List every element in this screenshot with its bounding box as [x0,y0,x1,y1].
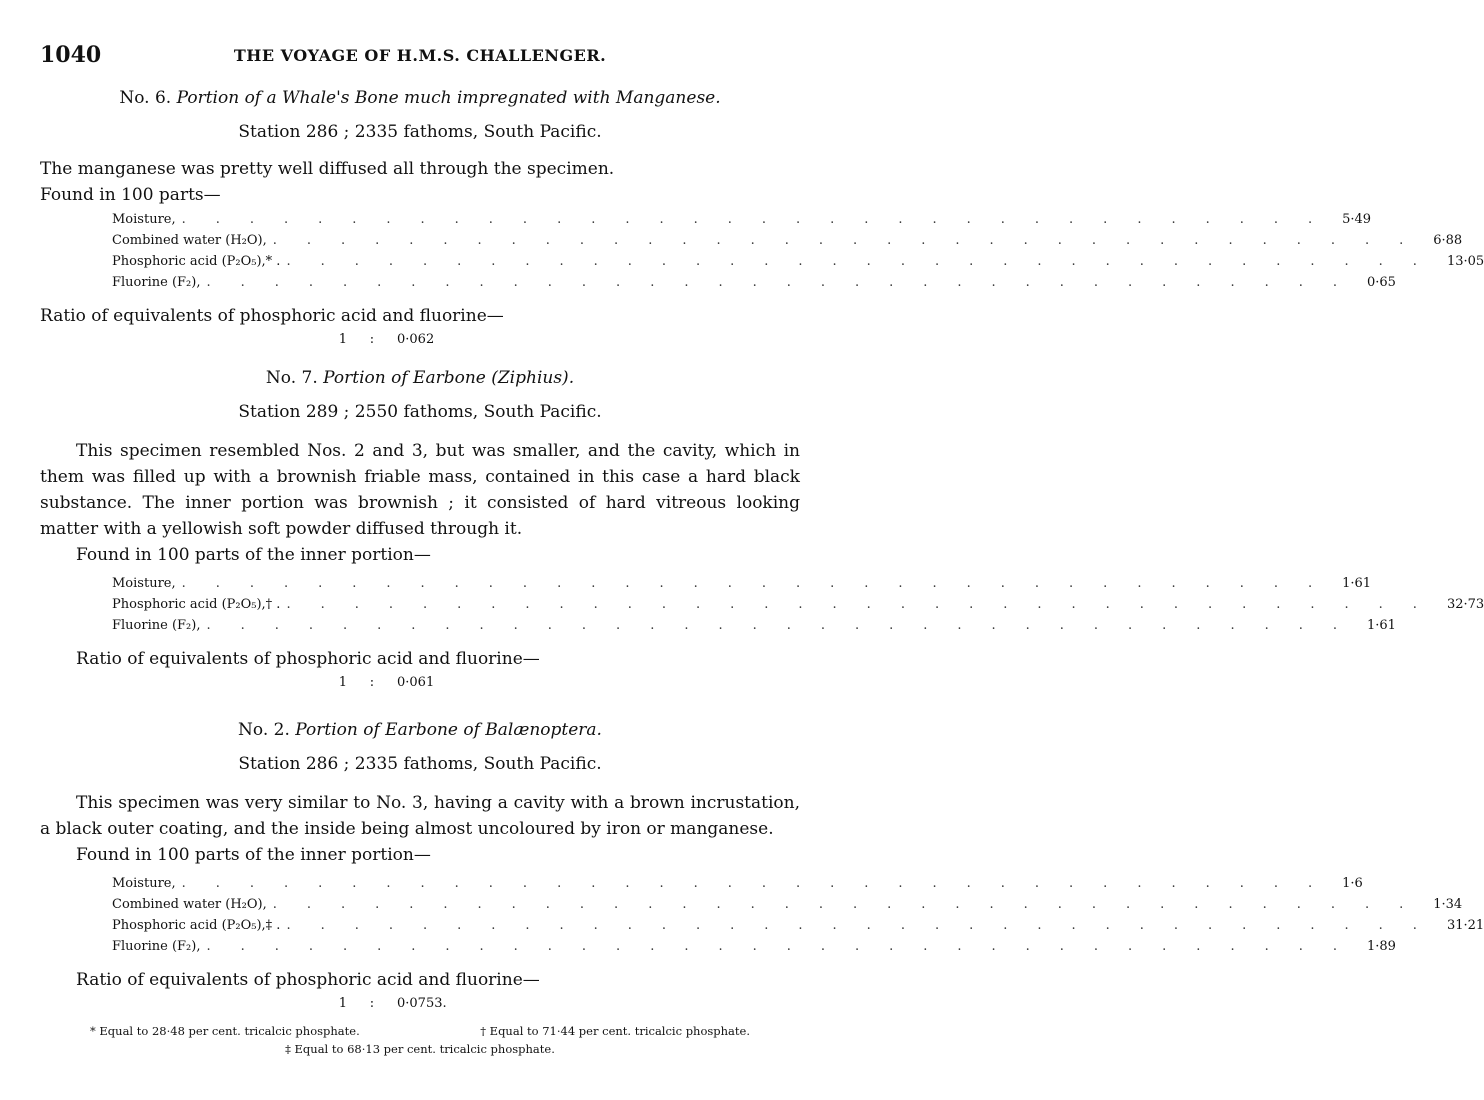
leader-dots: .................................. [181,876,1343,891]
leader-dots: .................................. [181,576,1343,591]
description-paragraph: This specimen resembled Nos. 2 and 3, but was smaller, and the cavity, which in them was filled up with a brownish friable mass, contained in this case a hard black substance. The inner portion was brownish ; it consisted of hard vitreous looking matter with a yellowish soft powder diffused through it. [40,441,800,539]
section-title-text: Portion of Earbone (Ziphius). [323,368,575,388]
table-row [112,597,1484,618]
row-label: Combined water (H₂O), [112,233,267,248]
row-label: Moisture, [112,212,176,227]
ratio-right: 0·061 [397,675,435,690]
found-in-line: Found in 100 parts of the inner portion— [76,845,431,865]
section-no-7 [40,368,1484,690]
ratio-right: 0·0753. [397,996,447,1011]
analysis-table [112,212,1484,296]
leader-dots: .................................. [286,918,1447,933]
station-line: Station 286 ; 2335 fathoms, South Pacific. [238,122,602,142]
section-number: No. 2. [238,720,290,740]
row-value: 6·88 [1433,233,1463,248]
section-number: No. 7. [265,368,318,388]
station-line: Station 286 ; 2335 fathoms, South Pacific. [238,754,602,774]
table-row [112,876,1363,897]
section-title [40,88,800,108]
row-label: Phosphoric acid (P₂O₅),* . [112,254,281,269]
table-row [112,233,1463,254]
section-no-6 [40,88,1484,347]
found-in-line: Found in 100 parts— [40,185,221,205]
row-value: 32·73 [1446,597,1484,612]
row-value: 1·61 [1366,618,1396,633]
table-row [112,275,1396,296]
row-label: Moisture, [112,576,176,591]
table-row [112,212,1372,233]
section-title [40,720,800,740]
leader-dots: .................................. [206,275,1367,290]
row-label: Fluorine (F₂), [112,618,201,633]
table-row [112,939,1396,960]
section-title-text: Portion of Earbone of Balænoptera. [295,720,602,740]
ratio-text: Ratio of equivalents of phosphoric acid and fluorine— [76,970,540,990]
ratio-sep: : [369,332,375,347]
footnote-star: * Equal to 28·48 per cent. tricalcic phosphate. [90,1024,360,1038]
section-title-text: Portion of a Whale's Bone much impregnated with Manganese. [176,88,721,108]
footnote-ddagger: ‡ Equal to 68·13 per cent. tricalcic phosphate. [285,1042,555,1056]
ratio-left: 1 [338,675,347,690]
row-label: Fluorine (F₂), [112,939,201,954]
row-label: Moisture, [112,876,176,891]
ratio-sep: : [369,996,375,1011]
table-row [112,618,1396,639]
row-value: 1·34 [1433,897,1463,912]
row-value: 1·6 [1342,876,1363,891]
row-label: Phosphoric acid (P₂O₅),‡ . [112,918,281,933]
leader-dots: .................................. [286,254,1447,269]
running-title: THE VOYAGE OF H.M.S. CHALLENGER. [233,46,607,65]
section-title [40,368,800,388]
ratio-text: Ratio of equivalents of phosphoric acid and fluorine— [76,649,540,669]
leader-dots: .................................. [206,618,1367,633]
row-value: 1·89 [1366,939,1396,954]
leader-dots: .................................. [272,897,1434,912]
row-label: Combined water (H₂O), [112,897,267,912]
ratio-values [40,332,800,347]
leader-dots: .................................. [181,212,1343,227]
analysis-table [112,876,1484,960]
ratio-values [40,996,800,1011]
leader-dots: .................................. [272,233,1434,248]
table-row [112,897,1463,918]
ratio-sep: : [369,675,375,690]
analysis-table [112,576,1484,639]
row-value: 13·05 [1446,254,1484,269]
ratio-left: 1 [338,996,347,1011]
leader-dots: .................................. [206,939,1367,954]
table-row [112,576,1372,597]
table-row [112,254,1484,275]
section-no-2 [40,720,1484,1011]
row-value: 1·61 [1342,576,1372,591]
ratio-text: Ratio of equivalents of phosphoric acid and fluorine— [40,306,504,326]
found-in-line: Found in 100 parts of the inner portion— [76,545,431,565]
page-number: 1040 [40,42,102,68]
description-paragraph: The manganese was pretty well diffused all through the specimen. [40,159,615,179]
row-label: Phosphoric acid (P₂O₅),† . [112,597,281,612]
leader-dots: .................................. [286,597,1447,612]
section-number: No. 6. [119,88,172,108]
footnotes [40,1022,800,1058]
ratio-values [40,675,800,690]
footnote-dagger: † Equal to 71·44 per cent. tricalcic phosphate. [480,1024,750,1038]
description-paragraph: This specimen was very similar to No. 3, having a cavity with a brown incrustation, a black outer coating, and the inside being almost uncoloured by iron or manganese. [40,793,800,839]
row-value: 0·65 [1366,275,1396,290]
ratio-right: 0·062 [397,332,435,347]
footnote-row [40,1022,800,1040]
row-value: 5·49 [1342,212,1372,227]
row-label: Fluorine (F₂), [112,275,201,290]
table-row [112,918,1484,939]
ratio-left: 1 [338,332,347,347]
page-header [40,40,800,70]
row-value: 31·21 [1446,918,1484,933]
station-line: Station 289 ; 2550 fathoms, South Pacific. [238,402,602,422]
